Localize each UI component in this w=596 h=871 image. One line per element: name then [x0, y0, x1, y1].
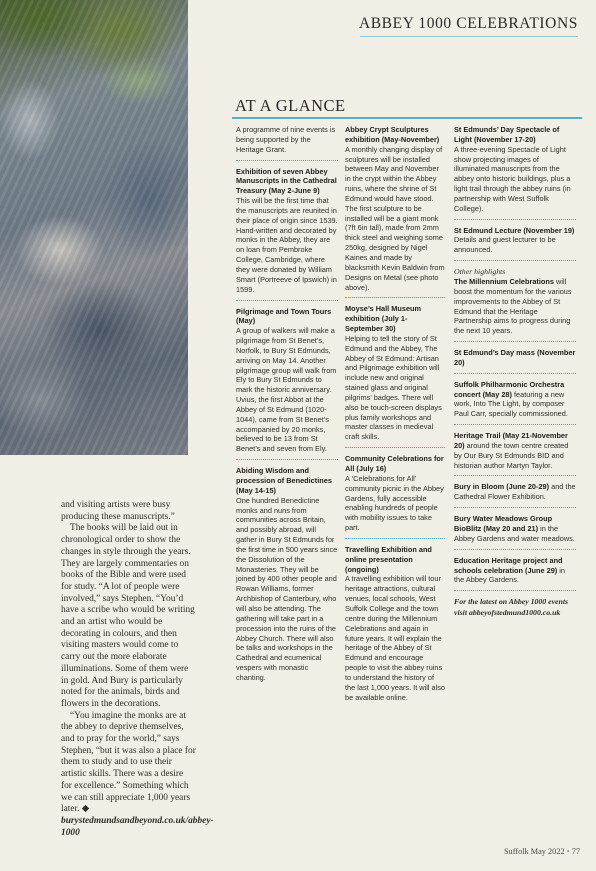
dotted-divider: [454, 590, 576, 591]
event-heading: Community Celebrations for All (July 16): [345, 454, 444, 473]
article-paragraph: The books will be laid out in chronological order to show the changes in style through the years. They are largely commentaries on books of the Bible and were used for study. “A lot of people were involved,” says Stephen. “You’d have a scribe who would be writing and an artist who would be decorating in colours, and then visiting masters would come to carry out the more elaborate illuminations. Some of them were in gold. And Bury is particularly noted for the animals, birds and flowers in the decorations.: [61, 523, 195, 709]
dotted-divider: [454, 507, 576, 508]
highlight-text: and the Cathedral Flower Exhibition.: [454, 482, 576, 502]
event-heading: Abbey Crypt Sculptures exhibition (May-November): [345, 125, 440, 144]
dotted-divider: [345, 538, 445, 539]
event-body: Helping to tell the story of St Edmund and the Abbey, The Abbey of St Edmund: Artisan and Pilgrimage exhibition will include new and original stained glass and original pilgrims’ badges. There will also be touch-screen displays plus family workshops and master classes in medieval craft skills.: [345, 333, 442, 442]
dotted-divider: [454, 475, 576, 476]
intro-text: A programme of nine events is being supported by the Heritage Grant.: [236, 125, 336, 154]
event-heading: St Edmund Lecture (November 19): [454, 225, 575, 235]
section-title: ABBEY 1000 CELEBRATIONS: [358, 15, 578, 32]
page-number: 77: [571, 847, 580, 856]
article-paragraph: and visiting artists were busy producing these manuscripts.”: [61, 500, 175, 522]
highlight-text: featuring a new work, Into The Light, by composer Paul Carr, specially commissioned.: [454, 389, 568, 419]
event-heading: St Edmunds’ Day Spectacle of Light (November 17-20): [454, 125, 560, 144]
dotted-divider: [454, 341, 576, 342]
event-body: One hundred Benedictine monks and nuns from communities across Britain, and possibly abroad, will gather in Bury St Edmunds for the first time in 500 years since the Dissolution of the Monasteries. They will be joined by 400 other people and Rowan Williams, former Archbishop of Canterbury, who will also be attending. The gathering will take part in a procession into the ruins of the Abbey Church. There will also be talks and workshops in the Cathedral and ecumenical vespers with monastic chanting.: [236, 495, 338, 682]
event-heading: Travelling Exhibition and online presentation (ongoing): [345, 544, 432, 574]
dotted-divider: [454, 219, 576, 220]
highlight-item: [454, 380, 576, 419]
page-footer: [504, 847, 580, 856]
event-body: A ‘Celebrations for All’ community picnic in the Abbey Gardens, fully accessible enabling hundreds of people with mobility issues to take part.: [345, 473, 444, 533]
event-body: A three-evening Spectacle of Light show projecting images of illuminated manuscripts from the abbey onto historic buildings, plus a light trail through the abbey ruins (in partnership with West Suffolk College).: [454, 144, 571, 213]
article-url[interactable]: burystedmundsandbeyond.co.uk/abbey-1000: [61, 815, 214, 838]
dotted-divider: [345, 447, 445, 448]
highlight-item: [454, 348, 576, 368]
highlight-item: [454, 556, 576, 586]
latest-events-note[interactable]: For the latest on Abbey 1000 events visit abbeyofstedmund1000.co.uk: [454, 597, 569, 617]
footer-bullet: •: [566, 847, 570, 856]
event-body: A group of walkers will make a pilgrimage from St Benet’s, Norfolk, to Bury St Edmunds, arriving on May 14. Another pilgrimage group will walk from Ely to Bury St Edmunds to mark the historic anniversary. Uvius, the first Abbot at the Abbey of St Edmund (1020-1044), came from St Benet’s accompanied by 20 monks, believed to be 13 from St Benet’s and seven from Ely.: [236, 326, 337, 454]
event-heading: Abiding Wisdom and procession of Benedictines (May 14-15): [236, 466, 332, 495]
glance-column-1: [236, 125, 338, 683]
glance-rule: [232, 117, 582, 119]
highlight-title: St Edmund’s Day mass (November 20): [454, 348, 576, 367]
at-a-glance-heading: AT A GLANCE: [235, 96, 346, 115]
highlight-item: [454, 482, 576, 502]
highlight-text: in the Abbey Gardens.: [454, 565, 566, 585]
highlight-title: The Millennium Celebrations: [454, 276, 554, 286]
photo-texture: [0, 0, 188, 455]
highlight-title: Suffolk Philharmonic Orchestra concert (May 28): [454, 379, 565, 399]
highlight-text: will boost the momentum for the various improvements to the Abbey of St Edmund that the Heritage Partnership aims to progress during the next 10 years.: [454, 276, 572, 336]
header-rule: [360, 36, 578, 37]
event-heading: Pilgrimage and Town Tours (May): [236, 306, 332, 326]
highlight-title: Bury Water Meadows Group BioBlitz (May 20 and 21): [454, 514, 553, 533]
event-body: Details and guest lecturer to be announced.: [454, 235, 556, 255]
highlight-text: around the town centre created by Our Bury St Edmunds BID and historian author Martyn Taylor.: [454, 440, 569, 470]
glance-column-3: [454, 125, 576, 618]
dotted-divider: [236, 300, 338, 301]
other-highlights-label: Other highlights: [454, 267, 506, 277]
event-heading: Moyse’s Hall Museum exhibition (July 1-September 30): [345, 304, 422, 334]
glance-column-2: [345, 125, 445, 702]
event-body: A travelling exhibition will tour heritage attractions, cultural venues, local schools, West Suffolk College and the town centre during the Millennium Celebrations and again in future years. It will explain the heritage of the Abbey of St Edmund and encourage people to visit the abbey ruins to understand the history of the last 1,000 years. It will also be available online.: [345, 574, 446, 702]
event-heading: Exhibition of seven Abbey Manuscripts in the Cathedral Treasury (May 2-June 9): [236, 166, 337, 196]
highlight-title: Education Heritage project and schools celebration (June 29): [454, 555, 563, 575]
highlight-title: Bury in Bloom (June 20-29): [454, 482, 550, 492]
dotted-divider: [236, 160, 338, 161]
highlight-title: Heritage Trail (May 21-November 20): [454, 431, 568, 450]
dotted-divider: [345, 297, 445, 298]
highlight-item: [454, 514, 576, 544]
highlight-item: [454, 431, 576, 470]
dotted-divider: [236, 459, 338, 460]
highlight-item: [454, 277, 576, 336]
article-body: [61, 500, 214, 839]
dotted-divider: [454, 373, 576, 374]
event-body: This will be the first time that the manuscripts are reunited in their place of origin since 1539. Hand-written and decorated by monks in the Abbey, they are on loan from Pembroke College, Cambridge, where they were donated by William Smart (Portreeve of Ipswich) in 1599.: [236, 196, 338, 294]
event-body: A monthly changing display of sculptures will be installed between May and November in the crypt within the Abbey ruins, where the shrine of St Edmund would have stood. The first sculpture to be installed will be a giant monk (7ft 6in tall), made from 2mm thick steel and weighing some 250kg, designed by Nigel Kaines and made by blacksmith Kevin Baldwin from Designs on Metal (see photo above).: [345, 144, 445, 292]
highlight-text: in the Abbey Gardens and water meadows.: [454, 524, 575, 543]
dotted-divider: [454, 549, 576, 550]
dotted-divider: [454, 424, 576, 425]
dotted-divider: [454, 260, 576, 261]
footer-publication: Suffolk May 2022: [503, 847, 565, 856]
article-paragraph: “You imagine the monks are at the abbey to deprive themselves, and to pray for the world,” says Stephen, “but it was also a place for them to study and to use their artistic skills. There was a desire for excellence.” Something which we can still appreciate 1,000 years later. ◆: [61, 710, 196, 815]
